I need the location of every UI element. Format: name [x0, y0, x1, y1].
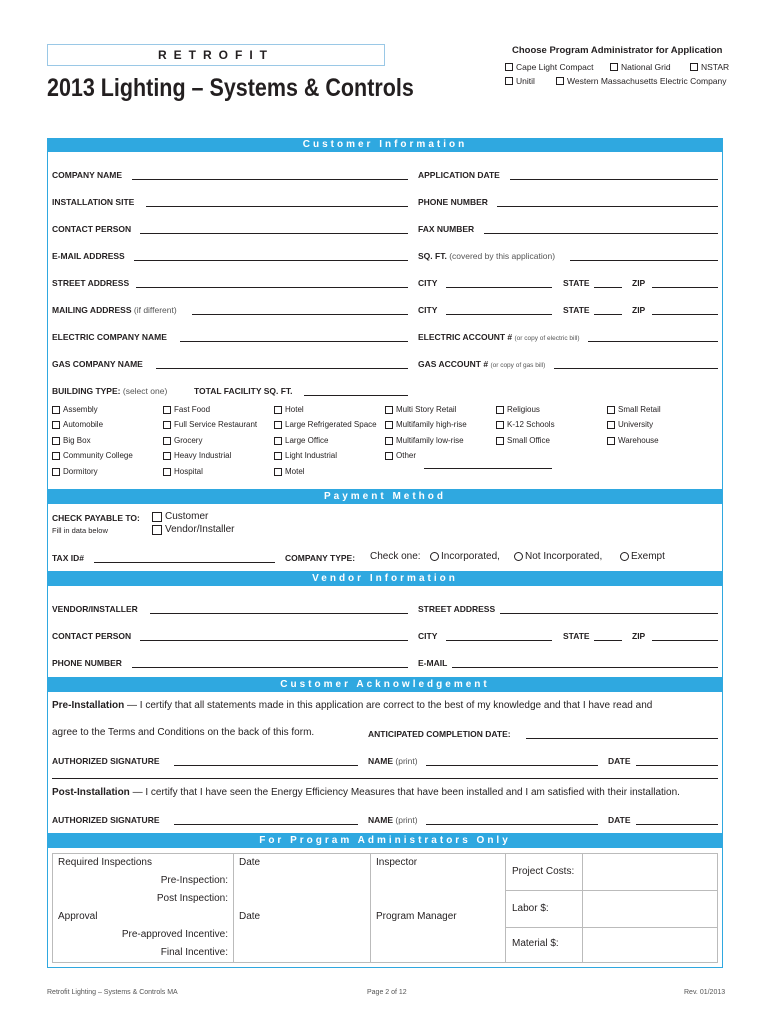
mailing-city-field[interactable] [446, 314, 552, 315]
zip-field[interactable] [652, 287, 718, 288]
contact-person-field[interactable] [140, 233, 408, 234]
radio-icon[interactable] [430, 552, 439, 561]
section-customer-acknowledgement: Customer Acknowledgement [47, 678, 723, 692]
admin-option-cape-light[interactable]: Cape Light Compact [505, 62, 594, 72]
vendor-email-field[interactable] [452, 667, 718, 668]
checkbox-icon[interactable] [385, 437, 393, 445]
admin-option-wmeco[interactable]: Western Massachusetts Electric Company [556, 76, 727, 86]
radio-icon[interactable] [514, 552, 523, 561]
installation-site-label: INSTALLATION SITE [52, 197, 135, 207]
email-address-field[interactable] [134, 260, 408, 261]
building-type-light-industrial[interactable]: Light Industrial [274, 451, 337, 460]
section-payment-method: Payment Method [47, 490, 723, 504]
company-name-label: COMPANY NAME [52, 170, 123, 180]
post-auth-signature-label: AUTHORIZED SIGNATURE [52, 815, 160, 825]
section-customer-information: Customer Information [47, 138, 723, 152]
building-type-large-refrigerated-space[interactable]: Large Refrigerated Space [274, 420, 377, 429]
post-inspection-label: Post Inspection: [156, 893, 228, 904]
phone-number-field[interactable] [497, 206, 718, 207]
building-type-dormitory[interactable]: Dormitory [52, 467, 98, 476]
admin-option-nstar[interactable]: NSTAR [690, 62, 729, 72]
checkbox-icon[interactable] [52, 421, 60, 429]
company-name-field[interactable] [132, 179, 408, 180]
street-address-field[interactable] [136, 287, 408, 288]
building-type-grocery[interactable]: Grocery [163, 436, 202, 445]
project-costs-label: Project Costs: [512, 866, 575, 877]
footer-page-number: Page 2 of 12 [367, 989, 407, 996]
labor-label: Labor $: [512, 903, 549, 914]
section-vendor-information: Vendor Information [47, 572, 723, 586]
checkbox-icon[interactable] [505, 63, 513, 71]
admin-table-divider [582, 853, 583, 963]
vendor-phone-field[interactable] [132, 667, 408, 668]
vendor-state-field[interactable] [594, 640, 622, 641]
fill-in-note: Fill in data below [52, 526, 108, 535]
preapproved-incentive-label: Pre-approved Incentive: [121, 929, 228, 940]
electric-account-field[interactable] [588, 341, 718, 342]
vendor-zip-field[interactable] [652, 640, 718, 641]
company-type-exempt[interactable]: Exempt [620, 551, 665, 562]
electric-account-label: ELECTRIC ACCOUNT # (or copy of electric bill) [418, 332, 580, 342]
checkbox-icon[interactable] [274, 437, 282, 445]
payable-customer-option[interactable]: Customer [152, 511, 208, 522]
checkbox-icon[interactable] [274, 468, 282, 476]
checkbox-icon[interactable] [163, 406, 171, 414]
fax-number-field[interactable] [484, 233, 718, 234]
admin-table-divider [505, 853, 506, 963]
gas-account-field[interactable] [554, 368, 718, 369]
program-manager-header: Program Manager [376, 911, 457, 922]
total-facility-sqft-field[interactable] [304, 395, 408, 396]
mailing-zip-label: ZIP [632, 305, 646, 315]
building-type-multifamily-high-rise[interactable]: Multifamily high-rise [385, 420, 467, 429]
pre-date-field[interactable] [636, 765, 718, 766]
checkbox-icon[interactable] [556, 77, 564, 85]
vendor-street-field[interactable] [500, 613, 718, 614]
post-date-label: DATE [608, 815, 631, 825]
vendor-section-frame [47, 572, 723, 678]
checkbox-icon[interactable] [152, 512, 162, 522]
building-type-hospital[interactable]: Hospital [163, 467, 203, 476]
building-type-small-retail[interactable]: Small Retail [607, 405, 661, 414]
checkbox-icon[interactable] [607, 421, 615, 429]
checkbox-icon[interactable] [163, 437, 171, 445]
final-incentive-label: Final Incentive: [160, 947, 228, 958]
page-title: 2013 Lighting – Systems & Controls [47, 74, 414, 102]
checkbox-icon[interactable] [163, 452, 171, 460]
checkbox-icon[interactable] [52, 452, 60, 460]
checkbox-icon[interactable] [607, 406, 615, 414]
mailing-address-field[interactable] [192, 314, 408, 315]
vendor-city-field[interactable] [446, 640, 552, 641]
application-date-label: APPLICATION DATE [418, 170, 500, 180]
pre-installation-statement-2: agree to the Terms and Conditions on the back of this form. [52, 727, 315, 738]
anticipated-completion-label: ANTICIPATED COMPLETION DATE: [368, 729, 511, 739]
building-type-other[interactable]: Other [385, 451, 416, 460]
vendor-installer-field[interactable] [150, 613, 408, 614]
mailing-city-label: CITY [418, 305, 438, 315]
building-type-small-office[interactable]: Small Office [496, 436, 550, 445]
building-type-big-box[interactable]: Big Box [52, 436, 91, 445]
fax-number-label: FAX NUMBER [418, 224, 475, 234]
building-type-large-office[interactable]: Large Office [274, 436, 328, 445]
admin-table-divider [370, 853, 371, 963]
anticipated-completion-field[interactable] [526, 738, 718, 739]
building-type-warehouse[interactable]: Warehouse [607, 436, 659, 445]
date-header: Date [239, 857, 261, 868]
checkbox-icon[interactable] [385, 421, 393, 429]
building-type-fast-food[interactable]: Fast Food [163, 405, 210, 414]
checkbox-icon[interactable] [274, 406, 282, 414]
electric-company-field[interactable] [180, 341, 408, 342]
pre-name-field[interactable] [426, 765, 598, 766]
building-type-community-college[interactable]: Community College [52, 451, 133, 460]
vendor-zip-label: ZIP [632, 631, 646, 641]
mailing-zip-field[interactable] [652, 314, 718, 315]
admin-table-divider [505, 890, 718, 891]
street-address-label: STREET ADDRESS [52, 278, 130, 288]
checkbox-icon[interactable] [496, 406, 504, 414]
phone-number-label: PHONE NUMBER [418, 197, 488, 207]
post-date-field[interactable] [636, 824, 718, 825]
state-label: STATE [563, 278, 590, 288]
total-facility-sqft-label: TOTAL FACILITY SQ. FT. [194, 386, 293, 396]
company-type-label: COMPANY TYPE: [285, 553, 356, 563]
check-payable-label: CHECK PAYABLE TO: [52, 513, 140, 523]
ack-divider [52, 778, 718, 779]
checkbox-icon[interactable] [163, 421, 171, 429]
gas-account-label: GAS ACCOUNT # (or copy of gas bill) [418, 359, 546, 369]
mailing-state-label: STATE [563, 305, 590, 315]
building-type-multifamily-low-rise[interactable]: Multifamily low-rise [385, 436, 464, 445]
vendor-contact-label: CONTACT PERSON [52, 631, 132, 641]
payable-vendor-option[interactable]: Vendor/Installer [152, 524, 235, 535]
checkbox-icon[interactable] [496, 421, 504, 429]
vendor-street-label: STREET ADDRESS [418, 604, 496, 614]
checkbox-icon[interactable] [610, 63, 618, 71]
gas-company-field[interactable] [156, 368, 408, 369]
building-type-full-service-restaurant[interactable]: Full Service Restaurant [163, 420, 257, 429]
retrofit-label: RETROFIT [158, 48, 274, 62]
sqft-label: SQ. FT. (covered by this application) [418, 251, 556, 261]
city-field[interactable] [446, 287, 552, 288]
post-name-label: NAME (print) [368, 815, 418, 825]
pre-installation-statement: Pre-Installation — I certify that all statements made in this application are correct to the best of my knowledge and that I have read and [52, 700, 653, 711]
admin-table-divider [505, 927, 718, 928]
pre-date-label: DATE [608, 756, 631, 766]
post-name-field[interactable] [426, 824, 598, 825]
section-program-administrators: For Program Administrators Only [47, 834, 723, 848]
building-type-multi-story-retail[interactable]: Multi Story Retail [385, 405, 456, 414]
checkbox-icon[interactable] [163, 468, 171, 476]
checkbox-icon[interactable] [505, 77, 513, 85]
building-type-religious[interactable]: Religious [496, 405, 540, 414]
checkbox-icon[interactable] [607, 437, 615, 445]
company-type-incorporated[interactable]: Incorporated, [430, 551, 500, 562]
checkbox-icon[interactable] [385, 406, 393, 414]
inspector-header: Inspector [376, 857, 418, 868]
vendor-state-label: STATE [563, 631, 590, 641]
city-label: CITY [418, 278, 438, 288]
installation-site-field[interactable] [146, 206, 408, 207]
admin-option-unitil[interactable]: Unitil [505, 76, 535, 86]
required-inspections-header: Required Inspections [58, 857, 152, 868]
checkbox-icon[interactable] [152, 525, 162, 535]
checkbox-icon[interactable] [52, 468, 60, 476]
company-type-not-incorporated[interactable]: Not Incorporated, [514, 551, 602, 562]
approval-date-header: Date [239, 911, 261, 922]
check-one-text: Check one: [370, 551, 421, 562]
pre-name-label: NAME (print) [368, 756, 418, 766]
checkbox-icon[interactable] [496, 437, 504, 445]
tax-id-field[interactable] [94, 562, 275, 563]
building-type-university[interactable]: University [607, 420, 653, 429]
vendor-installer-label: VENDOR/INSTALLER [52, 604, 138, 614]
post-auth-signature-field[interactable] [174, 824, 358, 825]
building-type-motel[interactable]: Motel [274, 467, 305, 476]
vendor-phone-label: PHONE NUMBER [52, 658, 122, 668]
radio-icon[interactable] [620, 552, 629, 561]
email-address-label: E-MAIL ADDRESS [52, 251, 125, 261]
checkbox-icon[interactable] [274, 452, 282, 460]
state-field[interactable] [594, 287, 622, 288]
building-type-assembly[interactable]: Assembly [52, 405, 98, 414]
admin-chooser-title: Choose Program Administrator for Application [512, 45, 723, 56]
footer-doc-title: Retrofit Lighting – Systems & Controls MA [47, 989, 178, 996]
electric-company-label: ELECTRIC COMPANY NAME [52, 332, 167, 342]
approval-header: Approval [58, 911, 98, 922]
mailing-state-field[interactable] [594, 314, 622, 315]
building-type-heavy-industrial[interactable]: Heavy Industrial [163, 451, 231, 460]
vendor-contact-field[interactable] [140, 640, 408, 641]
building-type-other-field[interactable] [424, 468, 552, 469]
gas-company-label: GAS COMPANY NAME [52, 359, 143, 369]
admin-table [52, 853, 718, 963]
checkbox-icon[interactable] [52, 437, 60, 445]
sqft-field[interactable] [570, 260, 718, 261]
material-label: Material $: [512, 938, 559, 949]
mailing-address-label: MAILING ADDRESS (if different) [52, 305, 177, 315]
tax-id-label: TAX ID# [52, 553, 84, 563]
building-type-label: BUILDING TYPE: (select one) [52, 386, 168, 396]
contact-person-label: CONTACT PERSON [52, 224, 132, 234]
building-type-hotel[interactable]: Hotel [274, 405, 304, 414]
checkbox-icon[interactable] [274, 421, 282, 429]
admin-option-national-grid[interactable]: National Grid [610, 62, 671, 72]
checkbox-icon[interactable] [690, 63, 698, 71]
post-installation-statement: Post-Installation — I certify that I have seen the Energy Efficiency Measures that have been installed and I am satisfied with their installation. [52, 787, 680, 798]
zip-label: ZIP [632, 278, 646, 288]
building-type-k12-schools[interactable]: K-12 Schools [496, 420, 555, 429]
building-type-automobile[interactable]: Automobile [52, 420, 103, 429]
pre-inspection-label: Pre-Inspection: [160, 875, 228, 886]
application-date-field[interactable] [510, 179, 718, 180]
vendor-city-label: CITY [418, 631, 438, 641]
checkbox-icon[interactable] [52, 406, 60, 414]
pre-auth-signature-field[interactable] [174, 765, 358, 766]
checkbox-icon[interactable] [385, 452, 393, 460]
pre-auth-signature-label: AUTHORIZED SIGNATURE [52, 756, 160, 766]
vendor-email-label: E-MAIL [418, 658, 448, 668]
footer-revision: Rev. 01/2013 [684, 989, 726, 996]
admin-table-divider [233, 853, 234, 963]
